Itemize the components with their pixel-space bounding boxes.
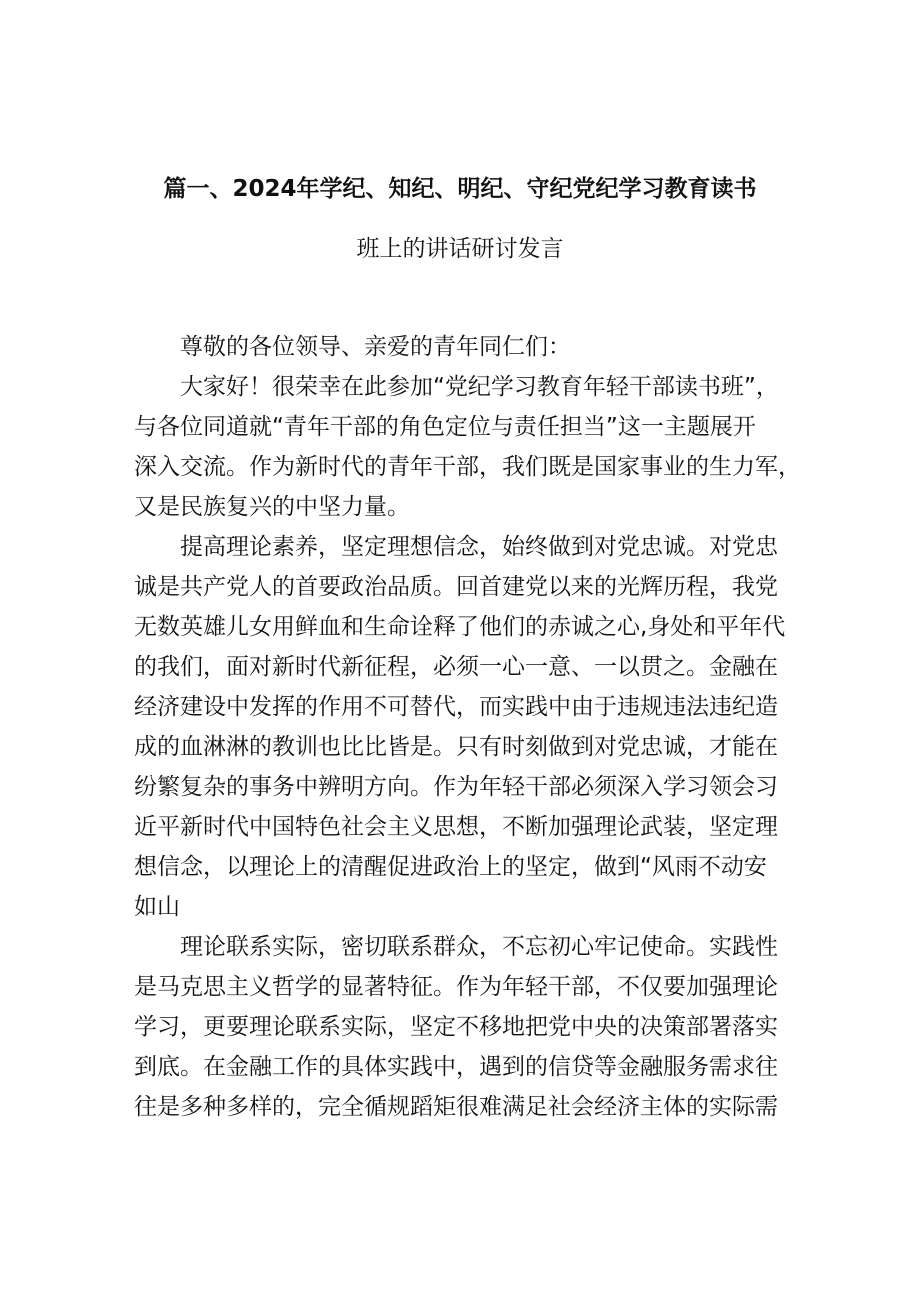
body-line: 大家好！很荣幸在此参加“党纪学习教育年轻干部读书班”， <box>180 374 779 400</box>
body-line: 是马克思主义哲学的显著特征。作为年轻干部，不仅要加强理论 <box>134 974 778 1000</box>
document-title-line-2: 班上的讲话研讨发言 <box>356 236 564 262</box>
salutation-line: 尊敬的各位领导、亲爱的青年同仁们： <box>180 334 571 360</box>
body-line: 往是多种多样的，完全循规蹈矩很难满足社会经济主体的实际需 <box>134 1094 778 1120</box>
body-line: 想信念，以理论上的清醒促进政治上的坚定，做到“风雨不动安 <box>134 854 767 880</box>
body-line: 到底。在金融工作的具体实践中，遇到的信贷等金融服务需求往 <box>134 1054 778 1080</box>
body-line: 提高理论素养，坚定理想信念，始终做到对党忠诚。对党忠 <box>180 534 778 560</box>
body-line: 又是民族复兴的中坚力量。 <box>134 494 410 520</box>
body-line: 如山 <box>134 894 180 920</box>
body-line: 理论联系实际，密切联系群众，不忘初心牢记使命。实践性 <box>180 934 778 960</box>
body-line: 诚是共产党人的首要政治品质。回首建党以来的光辉历程，我党 <box>134 574 778 600</box>
body-line: 与各位同道就“青年干部的角色定位与责任担当”这一主题展开 <box>134 414 756 440</box>
body-line: 纷繁复杂的事务中辨明方向。作为年轻干部必须深入学习领会习 <box>134 774 778 800</box>
body-line: 经济建设中发挥的作用不可替代，而实践中由于违规违法违纪造 <box>134 694 778 720</box>
body-line: 的我们，面对新时代新征程，必须一心一意、一以贯之。金融在 <box>134 654 778 680</box>
body-line: 深入交流。作为新时代的青年干部，我们既是国家事业的生力军， <box>134 454 801 480</box>
body-line: 无数英雄儿女用鲜血和生命诠释了他们的赤诚之心,身处和平年代 <box>134 614 786 640</box>
document-title-line-1: 篇一、2024年学纪、知纪、明纪、守纪党纪学习教育读书 <box>163 176 757 202</box>
body-line: 成的血淋淋的教训也比比皆是。只有时刻做到对党忠诚，才能在 <box>134 734 778 760</box>
document-body <box>134 327 801 1127</box>
body-line: 近平新时代中国特色社会主义思想，不断加强理论武装，坚定理 <box>134 814 778 840</box>
body-line: 学习，更要理论联系实际，坚定不移地把党中央的决策部署落实 <box>134 1014 778 1040</box>
